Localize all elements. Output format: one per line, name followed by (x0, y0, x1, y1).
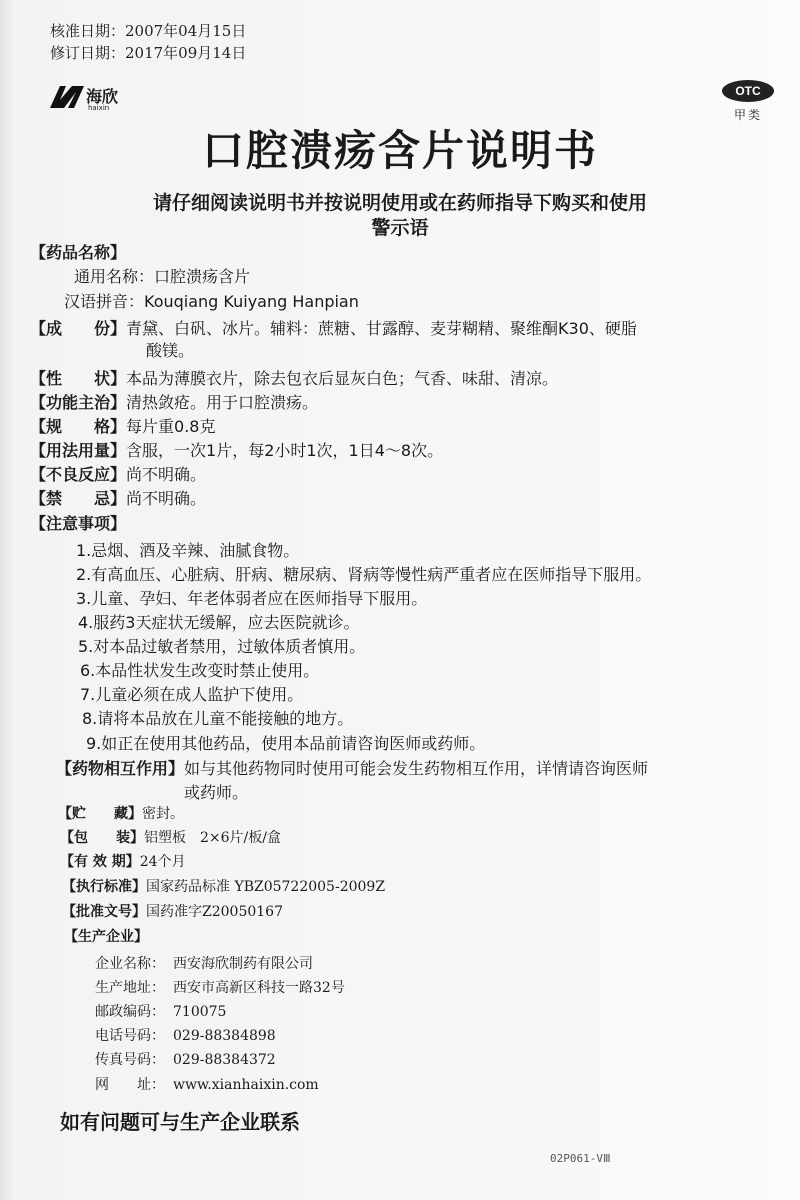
dosage-tag: 【用法用量】 (30, 441, 127, 460)
validity-text: 24个月 (139, 854, 186, 870)
ingredients-tag: 【成 份】 (30, 319, 127, 338)
company-name-label: 企业名称： (95, 956, 165, 972)
print-code: 02P061-VⅢ (550, 1152, 611, 1165)
dates-block (50, 20, 246, 64)
precaution-item: 4.服药3天症状无缓解，应去医院就诊。 (78, 613, 360, 632)
precautions-tag: 【注意事项】 (30, 514, 127, 533)
specification-tag: 【规 格】 (30, 417, 127, 436)
manufacturer-row (95, 1049, 276, 1069)
brand-name-en: haixin (88, 104, 110, 112)
website-label: 网 址： (95, 1077, 165, 1093)
adverse-row (30, 462, 206, 485)
contraindications-row (30, 486, 206, 509)
otc-label: OTC (722, 80, 774, 102)
package-tag: 【包 装】 (60, 830, 144, 846)
validity-row (60, 851, 186, 871)
appearance-row (30, 366, 558, 389)
appearance-text: 本品为薄膜衣片，除去包衣后显灰白色；气香、味甜、清凉。 (126, 369, 559, 388)
precaution-item: 1.忌烟、酒及辛辣、油腻食物。 (76, 541, 300, 560)
interactions-line2: 或药师。 (184, 783, 249, 802)
drug-name-tag: 【药品名称】 (30, 243, 127, 262)
otc-class: 甲类 (733, 108, 762, 122)
precaution-item: 3.儿童、孕妇、年老体弱者应在医师指导下服用。 (76, 589, 428, 608)
pinyin-name: 汉语拼音：Kouqiang Kuiyang Hanpian (64, 292, 359, 311)
warning-heading: 警示语 (371, 217, 429, 239)
postcode-label: 邮政编码： (95, 1004, 165, 1020)
precaution-item: 9.如正在使用其他药品，使用本品前请咨询医师或药师。 (86, 734, 486, 753)
dosage-text: 含服，一次1片，每2小时1次，1日4～8次。 (126, 441, 444, 460)
company-name-value: 西安海欣制药有限公司 (173, 956, 313, 972)
appearance-tag: 【性 状】 (30, 369, 127, 388)
precaution-item: 8.请将本品放在儿童不能接触的地方。 (82, 709, 354, 728)
manufacturer-row (95, 1025, 276, 1045)
manufacturer-row (95, 977, 345, 997)
validity-tag: 【有 效 期】 (60, 854, 140, 870)
storage-row (58, 803, 184, 823)
indications-row (30, 390, 318, 413)
phone-value: 029-88384898 (173, 1028, 276, 1044)
manufacturer-tag: 【生产企业】 (64, 929, 148, 945)
fax-value: 029-88384372 (173, 1052, 276, 1068)
brand-name: 海欣 (86, 87, 119, 106)
package-text: 铝塑板 2×6片/板/盒 (144, 830, 281, 846)
precaution-item: 5.对本品过敏者禁用，过敏体质者慎用。 (78, 637, 366, 656)
standard-tag: 【执行标准】 (62, 879, 146, 895)
manufacturer-row (95, 953, 313, 973)
indications-tag: 【功能主治】 (30, 393, 127, 412)
dosage-row (30, 438, 443, 461)
address-value: 西安市高新区科技一路32号 (173, 980, 345, 996)
contraindications-tag: 【禁 忌】 (30, 489, 127, 508)
otc-badge (720, 80, 776, 123)
precaution-item: 6.本品性状发生改变时禁止使用。 (80, 661, 320, 680)
postcode-value: 710075 (173, 1004, 227, 1020)
manufacturer-row (95, 1001, 226, 1021)
package-row (60, 827, 281, 847)
storage-tag: 【贮 藏】 (58, 806, 142, 822)
indications-text: 清热敛疮。用于口腔溃疡。 (126, 393, 319, 412)
subtitle: 请仔细阅读说明书并按说明使用或在药师指导下购买和使用 (152, 192, 647, 214)
website-value: www.xianhaixin.com (173, 1077, 319, 1093)
contraindications-text: 尚不明确。 (126, 489, 207, 508)
brand-logo (50, 82, 200, 122)
interactions-tag: 【药物相互作用】 (56, 759, 185, 778)
specification-row (30, 414, 215, 437)
generic-name: 通用名称：口腔溃疡含片 (74, 267, 251, 286)
ingredients-row (30, 316, 637, 339)
address-label: 生产地址： (95, 980, 165, 996)
precaution-item: 7.儿童必须在成人监护下使用。 (80, 685, 304, 704)
approval-no-tag: 【批准文号】 (62, 904, 146, 920)
revision-date: 修订日期：2017年09月14日 (50, 44, 247, 62)
document-title: 口腔溃疡含片说明书 (201, 126, 598, 175)
fax-label: 传真号码： (95, 1052, 165, 1068)
manufacturer-row (95, 1074, 319, 1094)
approval-date: 核准日期：2007年04月15日 (50, 22, 247, 40)
interactions-line1: 如与其他药物同时使用可能会发生药物相互作用，详情请咨询医师 (184, 759, 649, 778)
specification-text: 每片重0.8克 (126, 417, 216, 436)
brand-mark-icon (50, 84, 84, 110)
phone-label: 电话号码： (95, 1028, 165, 1044)
standard-row (62, 876, 385, 896)
ingredients-line2: 酸镁。 (146, 341, 195, 360)
ingredients-line1: 青黛、白矾、冰片。辅料：蔗糖、甘露醇、麦芽糊精、聚维酮K30、硬脂 (126, 319, 637, 338)
adverse-text: 尚不明确。 (126, 465, 207, 484)
adverse-tag: 【不良反应】 (30, 465, 127, 484)
precaution-item: 2.有高血压、心脏病、肝病、糖尿病、肾病等慢性病严重者应在医师指导下服用。 (76, 565, 652, 584)
approval-no-row (62, 901, 283, 921)
standard-text: 国家药品标准 YBZ05722005-2009Z (146, 879, 386, 895)
approval-no-text: 国药准字Z20050167 (146, 904, 283, 920)
storage-text: 密封。 (142, 806, 184, 822)
interactions-row (56, 756, 648, 779)
contact-footer: 如有问题可与生产企业联系 (60, 1110, 300, 1134)
